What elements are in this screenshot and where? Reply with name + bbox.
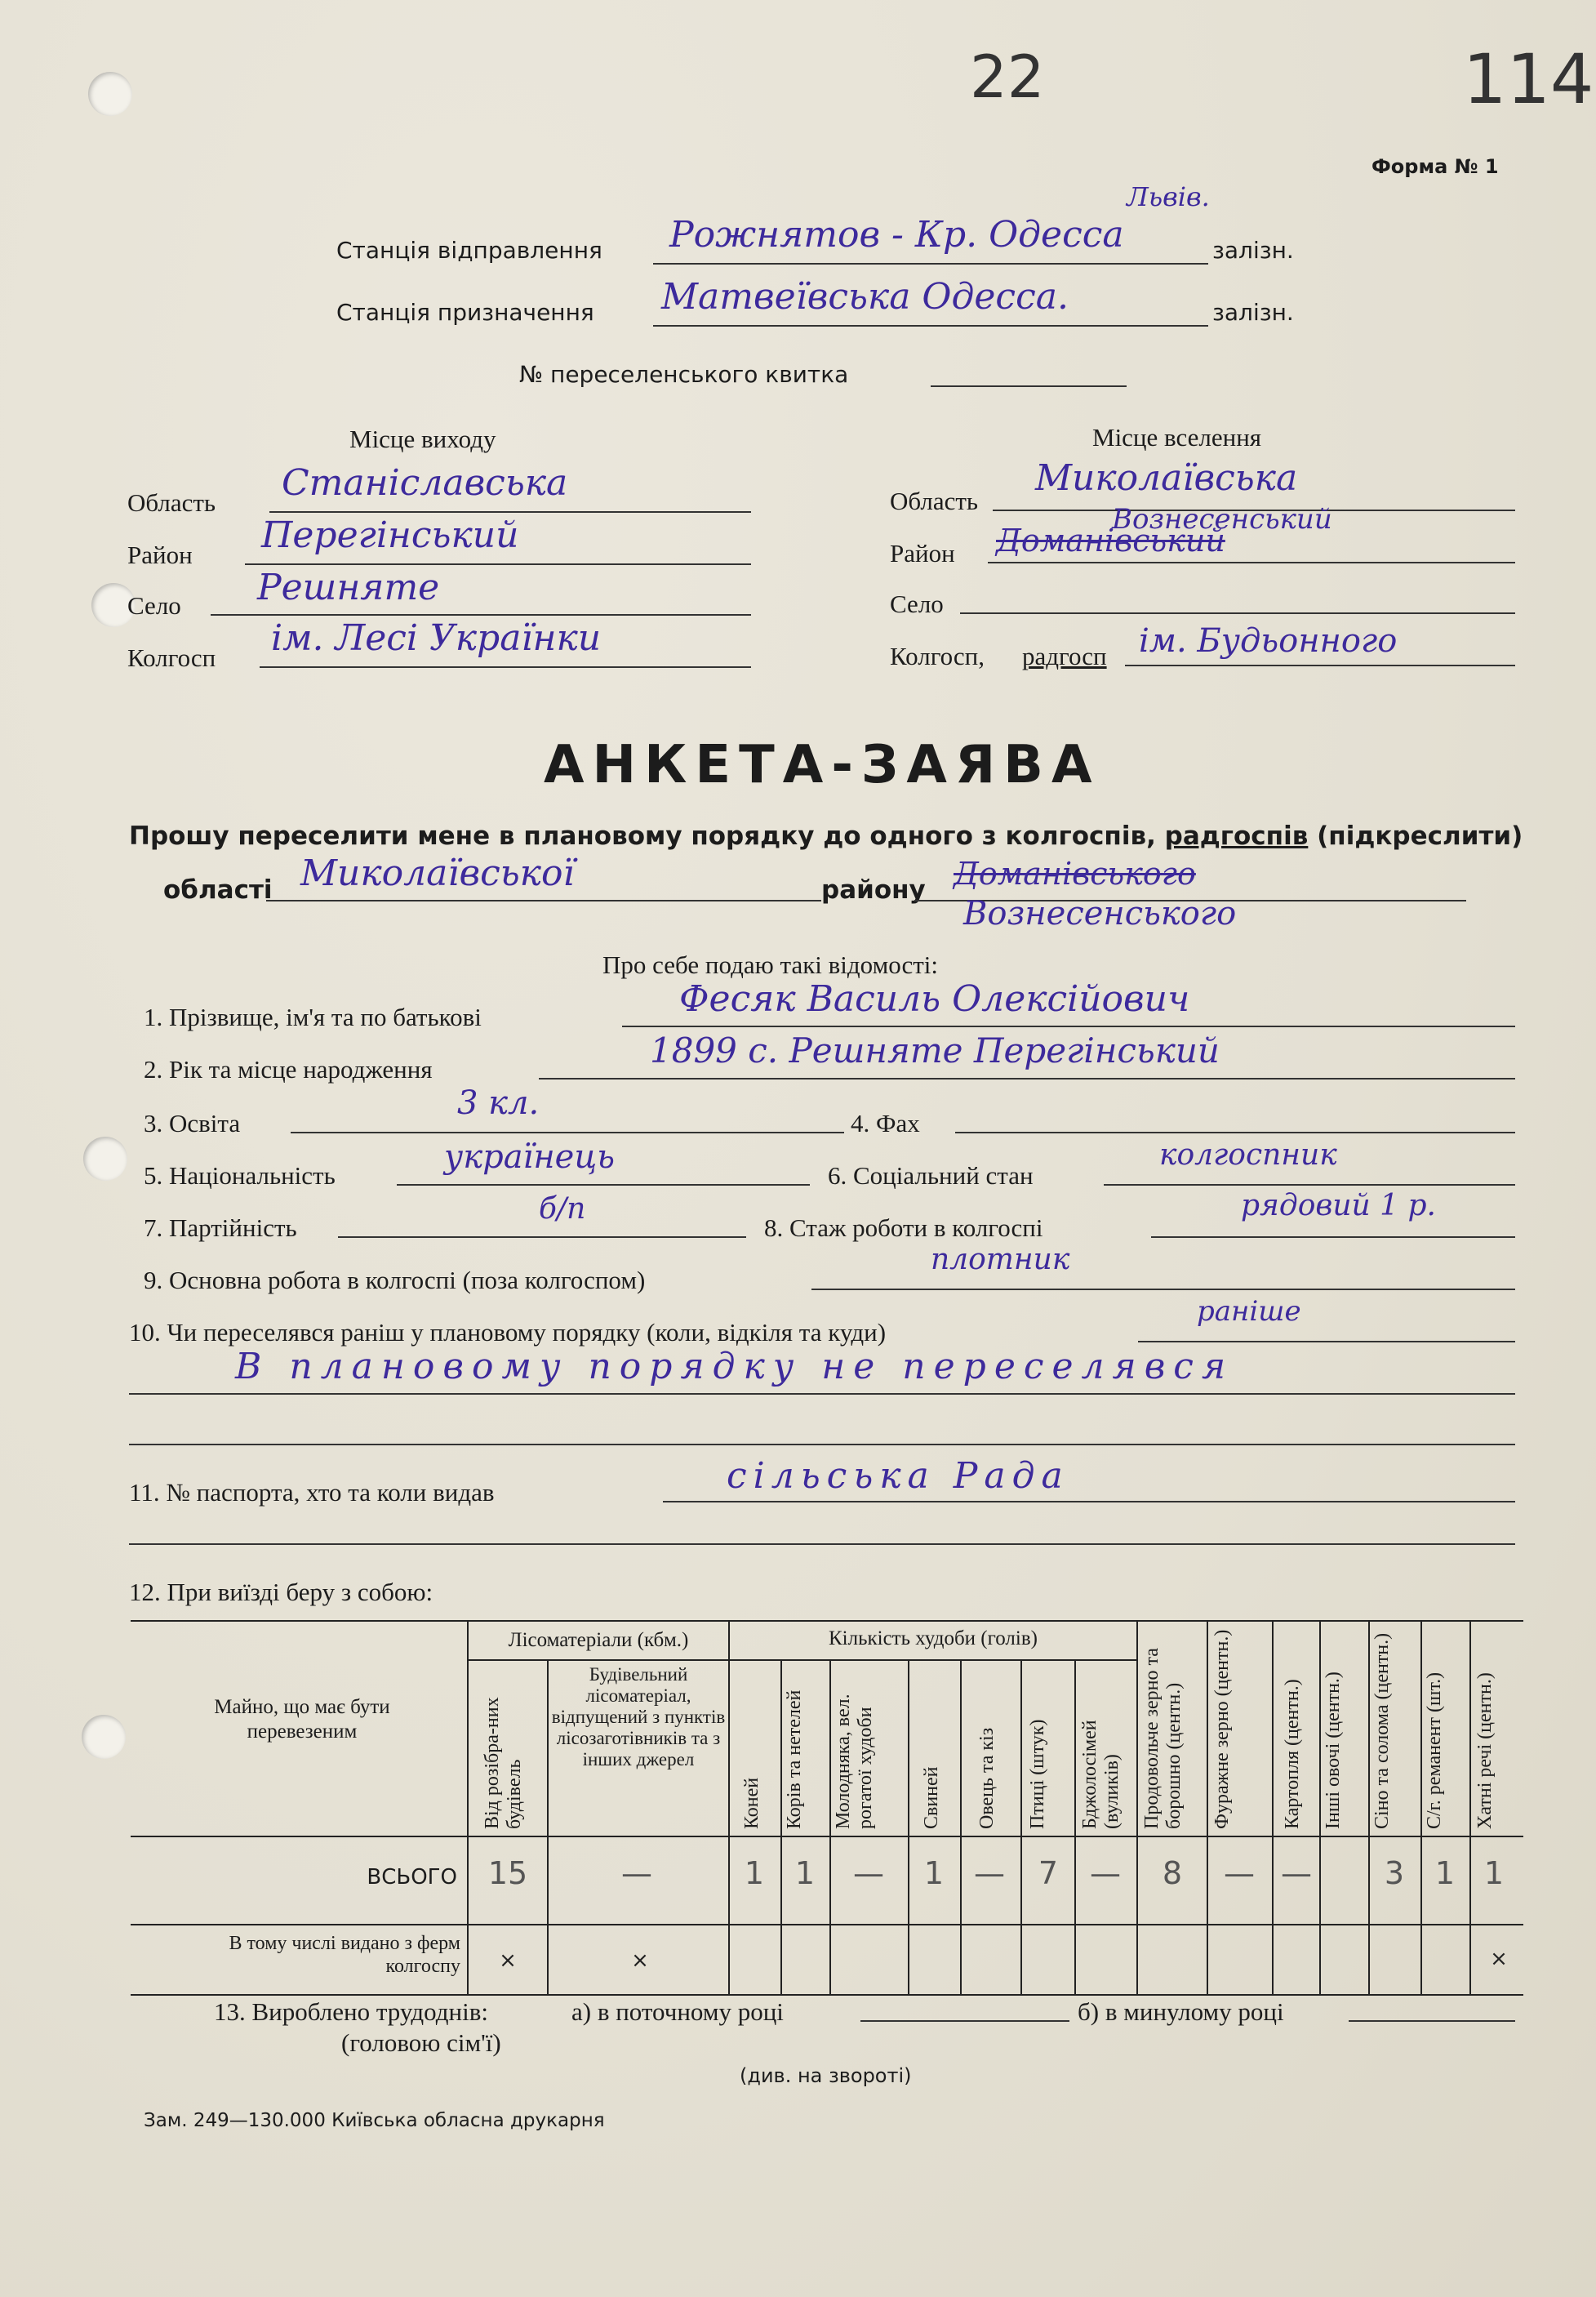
intro-text: Про себе подаю такі відомості: [602, 950, 939, 979]
dest-kolhosp-value: ім. Будьонного [1139, 622, 1398, 660]
field-1-label: 1. Прізвище, ім'я та по батькові [144, 1003, 482, 1031]
workdays-label: 13. Вироблено трудоднів: [214, 1997, 489, 2026]
destination-station-label: Станція призначення [336, 299, 594, 326]
total-household: 1 [1483, 1855, 1505, 1891]
col-food-grain: Продовольче зерно та борошно (центн.) [1141, 1648, 1185, 1829]
farm-mark-dismantled: × [499, 1948, 517, 1973]
ticket-label: № переселенського квитка [519, 361, 849, 388]
total-pigs: 1 [923, 1855, 945, 1891]
origin-raion-value: Перегінський [261, 514, 519, 556]
request-raion-label: району [821, 875, 926, 905]
departure-station-insert: Львів. [1127, 181, 1210, 212]
origin-oblast-label: Область [127, 488, 216, 517]
field-12-label: 12. При виїзді беру з собою: [129, 1578, 433, 1606]
punch-hole-3 [83, 1137, 127, 1181]
total-food-grain: 8 [1162, 1855, 1183, 1891]
punch-hole-1 [88, 72, 132, 116]
col-potatoes: Картопля (центн.) [1282, 1679, 1303, 1829]
field-4-label: 4. Фах [851, 1109, 920, 1137]
page-number-center: 22 [970, 42, 1045, 111]
total-dismantled: 15 [487, 1855, 528, 1891]
table-row-header: Майно, що має бути перевезеним [214, 1696, 390, 1743]
field-11-label: 11. № паспорта, хто та коли видав [129, 1478, 495, 1507]
field-5-label: 5. Національність [144, 1161, 336, 1190]
field-10-label: 10. Чи переселявся раніш у плановому порядку (коли, відкіля та куди) [129, 1318, 887, 1347]
dest-raion-insert: Вознесенський [1112, 503, 1332, 536]
total-row-label: ВСЬОГО [367, 1865, 457, 1890]
request-raion-value: Доманівського [954, 856, 1196, 892]
dest-oblast-label: Область [890, 487, 979, 515]
total-lumber: — [621, 1855, 652, 1891]
col-vegetables: Інші овочі (центн.) [1323, 1672, 1344, 1829]
field-1-value: Фесяк Василь Олексійович [679, 978, 1190, 1020]
table-group-lumber: Лісоматеріали (кбм.) [508, 1629, 689, 1651]
request-oblast-value: Миколаївської [300, 852, 575, 894]
see-reverse-note: (див. на звороті) [740, 2064, 912, 2087]
dest-raion-value: Доманівський [996, 523, 1225, 559]
total-poultry: 7 [1038, 1855, 1059, 1891]
request-line-1 [129, 821, 1523, 851]
field-2-value: 1899 с. Решняте Перегінський [650, 1031, 1220, 1071]
field-9-value: плотник [931, 1243, 1070, 1276]
col-horses: Коней [741, 1777, 762, 1829]
workdays-sub: (головою сім'ї) [341, 2028, 501, 2057]
col-cows: Корів та нетелей [784, 1689, 805, 1829]
total-young-cattle: — [853, 1855, 884, 1891]
dest-raion-label: Район [890, 539, 955, 568]
railway-suffix-2: залізн. [1212, 299, 1294, 326]
request-radhosp: радгоспів [1164, 821, 1309, 851]
field-6-label: 6. Соціальний стан [828, 1161, 1034, 1190]
origin-kolhosp-label: Колгосп [127, 643, 216, 672]
punch-hole-4 [82, 1715, 126, 1759]
total-hay: 3 [1384, 1855, 1405, 1891]
farm-mark-household: × [1490, 1947, 1508, 1971]
field-7-label: 7. Партійність [144, 1213, 297, 1242]
origin-oblast-value: Станіславська [282, 462, 568, 504]
origin-selo-label: Село [127, 591, 181, 620]
page-title: АНКЕТА-ЗАЯВА [544, 735, 1100, 795]
field-5-value: українець [444, 1138, 616, 1176]
total-potatoes: — [1281, 1855, 1312, 1891]
destination-station-value: Матвеївська Одесса. [661, 276, 1069, 318]
departure-station-value: Рожнятов - Кр. Одесса [669, 214, 1124, 256]
total-sheep: — [974, 1855, 1005, 1891]
col-household: Хатні речі (центн.) [1474, 1672, 1496, 1829]
farm-mark-lumber: × [631, 1948, 649, 1973]
field-11-value: сільська Рада [727, 1455, 1069, 1497]
origin-kolhosp-value: ім. Лесі Українки [271, 617, 602, 659]
field-6-value: колгоспник [1159, 1138, 1337, 1172]
destination-heading: Місце вселення [1092, 423, 1262, 452]
workdays-current: а) в поточному році [571, 1997, 784, 2026]
col-building-lumber: Будівельний лісоматеріал, відпущений з пунктів лісозаготівників та з інших джерел [551, 1664, 726, 1769]
field-3-label: 3. Освіта [144, 1109, 241, 1137]
departure-station-label: Станція відправлення [336, 237, 602, 264]
dest-radhosp-label: радгосп [1022, 642, 1107, 670]
form-number: Форма № 1 [1371, 155, 1499, 178]
col-farm-tools: С/г. реманент (шт.) [1424, 1672, 1445, 1829]
dest-selo-label: Село [890, 590, 944, 618]
col-poultry: Птиці (штук) [1027, 1719, 1048, 1829]
origin-raion-label: Район [127, 541, 193, 569]
request-text: Прошу переселити мене в плановому порядку до одного з колгоспів, [129, 821, 1156, 851]
col-fodder-grain: Фуражне зерно (центн.) [1211, 1629, 1233, 1829]
field-8-label: 8. Стаж роботи в колгоспі [764, 1213, 1043, 1242]
dest-kolhosp-label: Колгосп, [890, 642, 985, 670]
request-underline-note: (підкреслити) [1317, 821, 1523, 851]
field-9-label: 9. Основна робота в колгоспі (поза колгоспом) [144, 1266, 646, 1294]
field-10-insert: раніше [1197, 1295, 1301, 1328]
field-2-label: 2. Рік та місце народження [144, 1055, 433, 1084]
field-8-value: рядовий 1 р. [1241, 1189, 1436, 1222]
col-beehives: Бджолосімей (вуликів) [1079, 1720, 1123, 1829]
request-raion-value-2: Вознесенського [963, 895, 1237, 933]
field-10-value: В плановому порядку не переселявся [235, 1346, 1234, 1387]
origin-heading: Місце виходу [349, 425, 496, 453]
total-cows: 1 [794, 1855, 816, 1891]
page-number-right: 114 [1463, 39, 1594, 119]
total-beehives: — [1090, 1855, 1121, 1891]
total-tools: 1 [1434, 1855, 1456, 1891]
workdays-previous: б) в минулому році [1078, 1997, 1284, 2026]
railway-suffix-1: залізн. [1212, 237, 1294, 264]
col-hay-straw: Сіно та солома (центн.) [1371, 1632, 1393, 1829]
total-fodder: — [1224, 1855, 1255, 1891]
farm-row-label: В тому числі видано з ферм колгоспу [229, 1933, 460, 1977]
col-young-cattle: Молодняка, вел. рогатої худоби [833, 1694, 876, 1829]
col-sheep-goats: Овець та кіз [976, 1727, 998, 1829]
total-horses: 1 [744, 1855, 765, 1891]
origin-selo-value: Решняте [257, 567, 440, 608]
request-oblast-label: області [163, 875, 273, 905]
col-dismantled-buildings: Від розібра-них будівель [482, 1697, 525, 1829]
dest-oblast-value: Миколаївська [1035, 457, 1298, 499]
field-3-value: 3 кл. [457, 1084, 540, 1122]
col-pigs: Свиней [921, 1766, 942, 1829]
printer-info: Зам. 249—130.000 Київська обласна друкарня [144, 2110, 605, 2131]
field-7-value: б/п [539, 1192, 586, 1226]
table-group-livestock: Кількість худоби (голів) [829, 1627, 1038, 1649]
